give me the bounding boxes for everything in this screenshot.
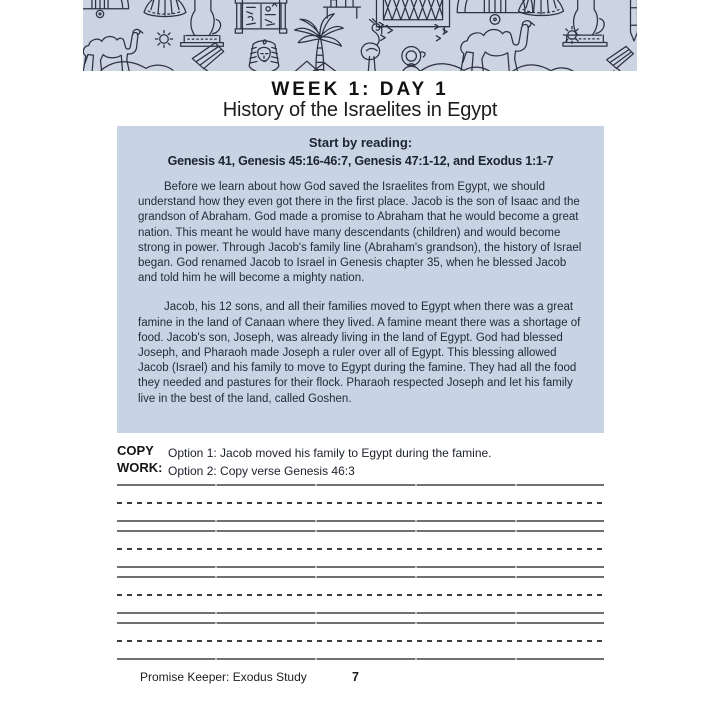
writing-line-solid — [117, 530, 604, 532]
page-title: WEEK 1: DAY 1 — [271, 79, 449, 100]
copywork-section — [117, 443, 604, 480]
reading-paragraph-2: Jacob, his 12 sons, and all their families moved to Egypt when there was a great famine in the land of Canaan where they lived. A famine meant there was a shortage of food. Jacob's son, Joseph, was already living in the land of Egypt. God had blessed Joseph, and Pharaoh made Joseph a ruler over all of Egypt. This blessing allowed Jacob (Israel) and his family to move to Egypt during the famine. They had all the food they needed and pastures for their flock. Pharaoh respected Joseph and let his family live in the best of the land, called Goshen. — [138, 301, 581, 405]
copywork-option-1: Option 1: Jacob moved his family to Egypt during the famine. — [168, 446, 492, 460]
woman-with-jar-icon — [401, 47, 425, 71]
nefertiti-bust-icon — [192, 43, 223, 71]
reading-box — [117, 126, 604, 433]
page-subtitle: History of the Israelites in Egypt — [222, 99, 498, 121]
egyptian-banner — [83, 0, 637, 71]
writing-line-group — [117, 484, 604, 522]
column-icon — [631, 0, 638, 41]
copywork-lines — [117, 484, 604, 668]
reading-paragraph-1: Before we learn about how God saved the Israelites from Egypt, we should understand how they even got there in the first place. Jacob is the son of Isaac and the grandson of Abraham. God made a promise to Abraham that he would become a great nation. This meant he would have many descendants (children) and would become strong in power. Through Jacob's family line (Abraham's grandson), the history of Israel began. God renamed Jacob to Israel in Genesis chapter 35, when he blessed Jacob and told him he will become a mighty nation. — [138, 181, 582, 285]
writing-line-group — [117, 622, 604, 660]
papyrus-scroll-icon — [235, 0, 286, 33]
lattice-window-icon — [376, 0, 449, 34]
writing-line-solid — [117, 658, 604, 660]
copywork-options — [168, 443, 492, 480]
writing-line-dashed — [117, 594, 604, 596]
camel-icon — [83, 29, 143, 71]
copywork-label — [117, 443, 168, 480]
writing-line-solid — [117, 576, 604, 578]
writing-line-solid — [117, 520, 604, 522]
copywork-label-line1: COPY — [117, 443, 154, 458]
writing-line-dashed — [117, 548, 604, 550]
usekh-collar-icon — [144, 0, 186, 17]
flying-birds-icon — [379, 22, 393, 40]
copywork-option-2: Option 2: Copy verse Genesis 46:3 — [168, 464, 355, 478]
footer-page-number: 7 — [352, 670, 359, 684]
writing-line-solid — [117, 484, 604, 486]
camel-icon — [460, 21, 534, 71]
canopy-icon — [83, 0, 129, 18]
writing-line-solid — [117, 566, 604, 568]
writing-line-solid — [117, 612, 604, 614]
pharaoh-mask-icon — [249, 40, 279, 71]
dune-icon — [101, 62, 173, 70]
copywork-label-line2: WORK: — [117, 459, 163, 475]
writing-line-group — [117, 530, 604, 568]
footer-book-title: Promise Keeper: Exodus Study — [140, 670, 307, 684]
dune-icon — [419, 64, 491, 71]
reading-heading: Start by reading: — [308, 135, 413, 150]
writing-line-solid — [117, 622, 604, 624]
heron-icon — [361, 19, 387, 71]
banner-pattern — [83, 0, 637, 71]
sun-icon — [155, 30, 172, 47]
reading-references: Genesis 41, Genesis 45:16-46:7, Genesis 47:1-12, and Exodus 1:1-7 — [167, 154, 554, 168]
dune-icon — [511, 65, 575, 71]
cat-statue-icon — [181, 0, 224, 46]
palm-tree-icon — [295, 14, 344, 71]
writing-line-group — [117, 576, 604, 614]
nefertiti-bust-icon — [607, 46, 634, 71]
writing-line-dashed — [117, 640, 604, 642]
writing-line-dashed — [117, 502, 604, 504]
